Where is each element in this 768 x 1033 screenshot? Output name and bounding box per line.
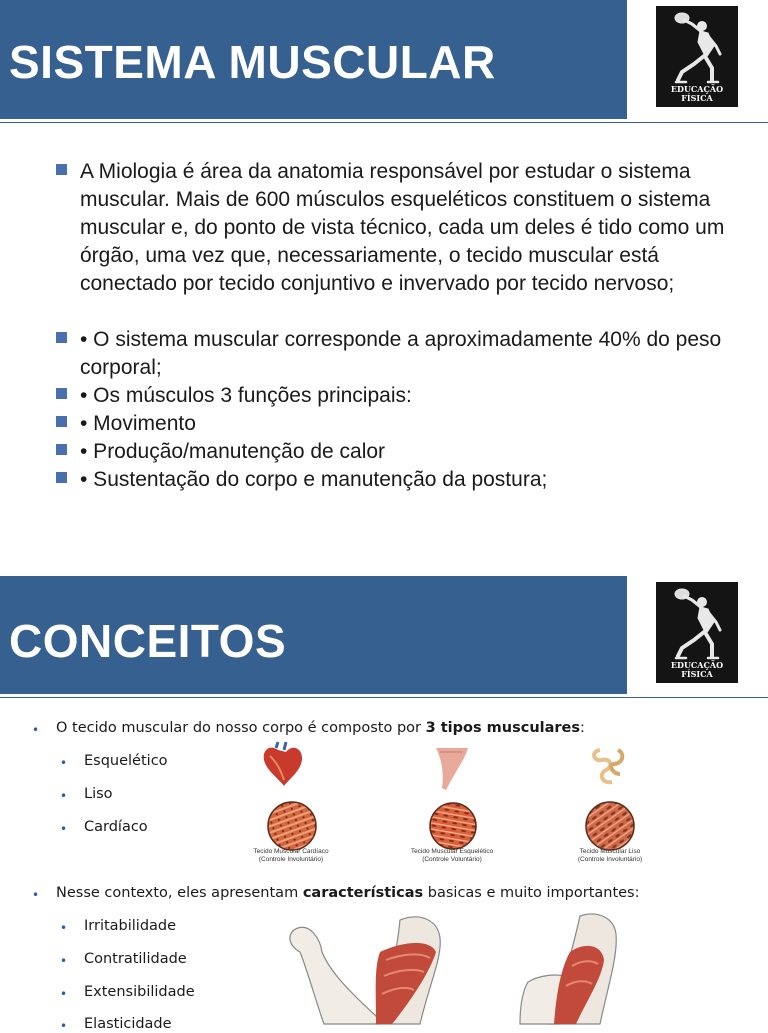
smooth-tissue-circle — [586, 802, 634, 850]
logo-text-line1: EDUCAÇÃO — [670, 660, 724, 670]
logo-text-line2: FÍSICA — [681, 93, 713, 103]
characteristic-item: Extensibilidade — [84, 984, 195, 1000]
muscle-type-item: Cardíaco — [84, 819, 148, 835]
slide-header — [0, 0, 627, 119]
bullet-dot-icon: • — [60, 822, 68, 836]
square-bullet-icon — [56, 388, 67, 399]
bullet-dot-icon: • — [32, 723, 40, 737]
slide-header — [0, 576, 627, 694]
skeletal-tissue-circle — [430, 803, 476, 849]
square-bullet-icon — [56, 472, 67, 483]
cardiac-tissue-circle — [268, 802, 316, 850]
bullet-dot-icon: • — [60, 756, 68, 770]
bullet-item: • Os músculos 3 funções principais: — [56, 382, 736, 410]
bullet-dot-icon: • — [60, 954, 68, 968]
square-bullet-icon — [56, 416, 67, 427]
characteristic-item: Elasticidade — [84, 1016, 172, 1032]
bullet-dot-icon: • — [32, 888, 40, 902]
slide-conceitos — [0, 576, 768, 1033]
educacao-fisica-logo — [656, 6, 738, 107]
characteristic-item: Contratilidade — [84, 951, 187, 967]
bullet-item: • Produção/manutenção de calor — [56, 438, 736, 466]
bullet-item: • O sistema muscular corresponde a aproximadamente 40% do peso corporal; — [56, 326, 736, 382]
slide-title: SISTEMA MUSCULAR — [9, 36, 496, 88]
bullet-dot-icon: • — [60, 987, 68, 1001]
extended-arm-icon — [520, 914, 616, 1024]
header-divider — [0, 697, 768, 698]
educacao-fisica-logo — [656, 582, 738, 683]
logo-text-line1: EDUCAÇÃO — [670, 84, 724, 94]
square-bullet-icon — [56, 444, 67, 455]
tissue-caption-cardiac: Tecido Muscular Cardíaco (Controle Involuntário) — [253, 848, 329, 863]
context-text: Nesse contexto, eles apresentam características basicas e muito importantes: — [56, 885, 640, 901]
flexed-arm-icon — [290, 917, 440, 1024]
bullet-item: • Sustentação do corpo e manutenção da postura; — [56, 466, 736, 494]
tissue-caption-smooth: Tecido Muscular Liso (Controle Involuntário) — [577, 848, 643, 863]
bullet-list — [56, 158, 736, 494]
bullet-dot-icon: • — [60, 1019, 68, 1033]
muscle-type-item: Esquelético — [84, 753, 168, 769]
logo-text-line2: FÍSICA — [681, 669, 713, 679]
bullet-item: • Movimento — [56, 410, 736, 438]
muscle-type-item: Liso — [84, 786, 113, 802]
tissue-caption-skeletal: Tecido Muscular Esquelético (Controle Voluntário) — [410, 848, 494, 863]
square-bullet-icon — [56, 164, 67, 175]
arm-muscle-illustrations — [280, 912, 670, 1024]
header-divider — [0, 122, 768, 123]
square-bullet-icon — [56, 332, 67, 343]
slide-title: CONCEITOS — [9, 615, 287, 667]
intestine-icon — [594, 750, 622, 782]
heart-icon — [264, 742, 302, 786]
skeletal-muscle-icon — [436, 748, 468, 790]
bullet-dot-icon: • — [60, 921, 68, 935]
bullet-item: A Miologia é área da anatomia responsável por estudar o sistema muscular. Mais de 600 músculos esqueléticos constituem o sistema muscular e, do ponto de vista técnico, cada um deles é tido como um órgão, uma vez que, necessariamente, o tecido muscular está conectado por tecido conjuntivo e invervado por tecido nervoso; — [56, 158, 736, 298]
characteristic-item: Irritabilidade — [84, 918, 177, 934]
intro-text: O tecido muscular do nosso corpo é composto por 3 tipos musculares: — [56, 720, 585, 736]
bullet-dot-icon: • — [60, 789, 68, 803]
